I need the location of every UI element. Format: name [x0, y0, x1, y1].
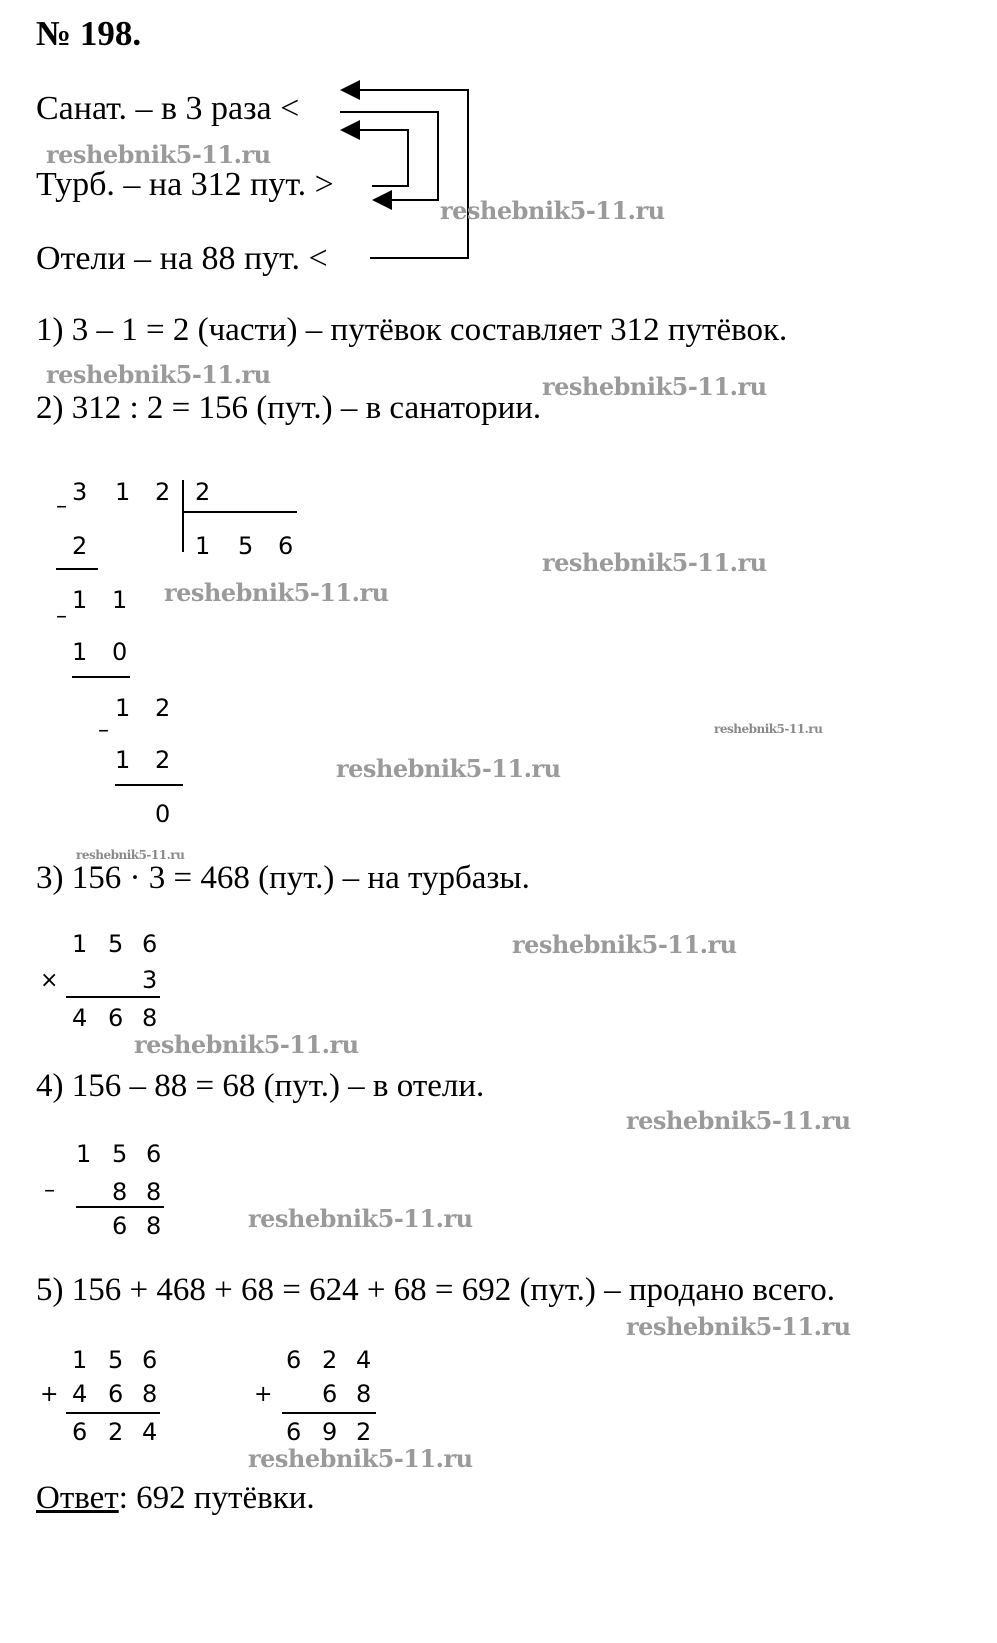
dividend-digit: 3: [72, 478, 88, 506]
digit: 1: [72, 930, 88, 958]
digit: 4: [356, 1346, 372, 1374]
remainder-digit: 2: [155, 694, 171, 722]
watermark: reshebnik5-11.ru: [626, 1106, 851, 1135]
digit: 2: [108, 1418, 124, 1446]
step-4: 4) 156 – 88 = 68 (пут.) – в отели.: [36, 1068, 485, 1104]
digit: 8: [146, 1178, 162, 1206]
watermark: reshebnik5-11.ru: [542, 548, 767, 577]
digit: 6: [146, 1140, 162, 1168]
watermark: reshebnik5-11.ru: [714, 722, 823, 736]
digit: 5: [108, 1346, 124, 1374]
problem-number: № 198.: [36, 14, 142, 53]
watermark: reshebnik5-11.ru: [46, 360, 271, 389]
watermark: reshebnik5-11.ru: [336, 754, 561, 783]
watermark: reshebnik5-11.ru: [164, 578, 389, 607]
subtrahend-1: 2: [72, 532, 88, 560]
remainder-digit: 1: [115, 694, 131, 722]
final-remainder: 0: [155, 800, 171, 828]
digit: 6: [142, 1346, 158, 1374]
digit: 8: [356, 1380, 372, 1408]
digit: 6: [322, 1380, 338, 1408]
digit: 1: [72, 1346, 88, 1374]
step-2: 2) 312 : 2 = 156 (пут.) – в санатории.: [36, 390, 542, 426]
digit: 2: [356, 1418, 372, 1446]
digit: 8: [142, 1004, 158, 1032]
answer: [36, 1480, 315, 1517]
plus-sign: +: [254, 1382, 273, 1407]
subtrahend-digit: 1: [72, 638, 88, 666]
watermark: reshebnik5-11.ru: [76, 848, 185, 862]
underline: [76, 1206, 164, 1208]
dividend-digit: 1: [115, 478, 131, 506]
step-1: 1) 3 – 1 = 2 (части) – путёвок составляет 312 путёвок.: [36, 312, 788, 348]
minus-sign: –: [44, 1178, 55, 1203]
condition-tourbase: Турб. – на 312 пут. >: [36, 166, 334, 203]
digit: 6: [72, 1418, 88, 1446]
divisor: 2: [195, 478, 211, 506]
digit: 8: [146, 1212, 162, 1240]
answer-label: Ответ: [36, 1480, 119, 1516]
watermark: reshebnik5-11.ru: [512, 930, 737, 959]
condition-sanatorium: Санат. – в 3 раза <: [36, 90, 300, 127]
dividend-digit: 2: [155, 478, 171, 506]
underline: [282, 1412, 376, 1414]
digit: 5: [108, 930, 124, 958]
quotient-digit: 1: [195, 532, 211, 560]
remainder-digit: 1: [112, 586, 128, 614]
digit: 6: [142, 930, 158, 958]
digit: 8: [142, 1380, 158, 1408]
subtrahend-digit: 1: [115, 746, 131, 774]
quotient-digit: 6: [278, 532, 294, 560]
answer-text: : 692 путёвки.: [118, 1480, 315, 1516]
underline: [66, 1412, 160, 1414]
digit: 2: [322, 1346, 338, 1374]
digit: 6: [286, 1418, 302, 1446]
minus-sign: –: [98, 718, 109, 743]
digit: 8: [112, 1178, 128, 1206]
arrow-hotels-to-sanatorium: [342, 90, 468, 258]
digit: 4: [142, 1418, 158, 1446]
underline: [66, 996, 160, 998]
watermark: reshebnik5-11.ru: [542, 372, 767, 401]
digit: 3: [142, 966, 158, 994]
subtrahend-digit: 0: [112, 638, 128, 666]
digit: 9: [322, 1418, 338, 1446]
division-bar-vertical: [182, 480, 184, 552]
quotient-digit: 5: [238, 532, 254, 560]
watermark: reshebnik5-11.ru: [46, 140, 271, 169]
underline: [115, 784, 183, 786]
step-5: 5) 156 + 468 + 68 = 624 + 68 = 692 (пут.) – продано всего.: [36, 1272, 835, 1308]
minus-sign: –: [56, 494, 67, 519]
digit: 1: [76, 1140, 92, 1168]
plus-sign: +: [40, 1382, 59, 1407]
watermark: reshebnik5-11.ru: [248, 1444, 473, 1473]
condition-hotels: Отели – на 88 пут. <: [36, 240, 328, 277]
arrow-tourbase-to-sanatorium: [342, 130, 408, 186]
digit: 4: [72, 1004, 88, 1032]
digit: 4: [72, 1380, 88, 1408]
digit: 6: [112, 1212, 128, 1240]
digit: 6: [286, 1346, 302, 1374]
underline: [56, 568, 98, 570]
remainder-digit: 1: [72, 586, 88, 614]
step-3: 3) 156 · 3 = 468 (пут.) – на турбазы.: [36, 860, 530, 896]
watermark: reshebnik5-11.ru: [134, 1030, 359, 1059]
underline: [72, 676, 130, 678]
division-bar-horizontal: [183, 511, 297, 513]
subtrahend-digit: 2: [155, 746, 171, 774]
digit: 6: [108, 1380, 124, 1408]
watermark: reshebnik5-11.ru: [248, 1204, 473, 1233]
watermark: reshebnik5-11.ru: [440, 196, 665, 225]
digit: 5: [112, 1140, 128, 1168]
digit: 6: [108, 1004, 124, 1032]
watermark: reshebnik5-11.ru: [626, 1312, 851, 1341]
multiply-sign: ×: [40, 968, 59, 993]
minus-sign: –: [56, 604, 67, 629]
